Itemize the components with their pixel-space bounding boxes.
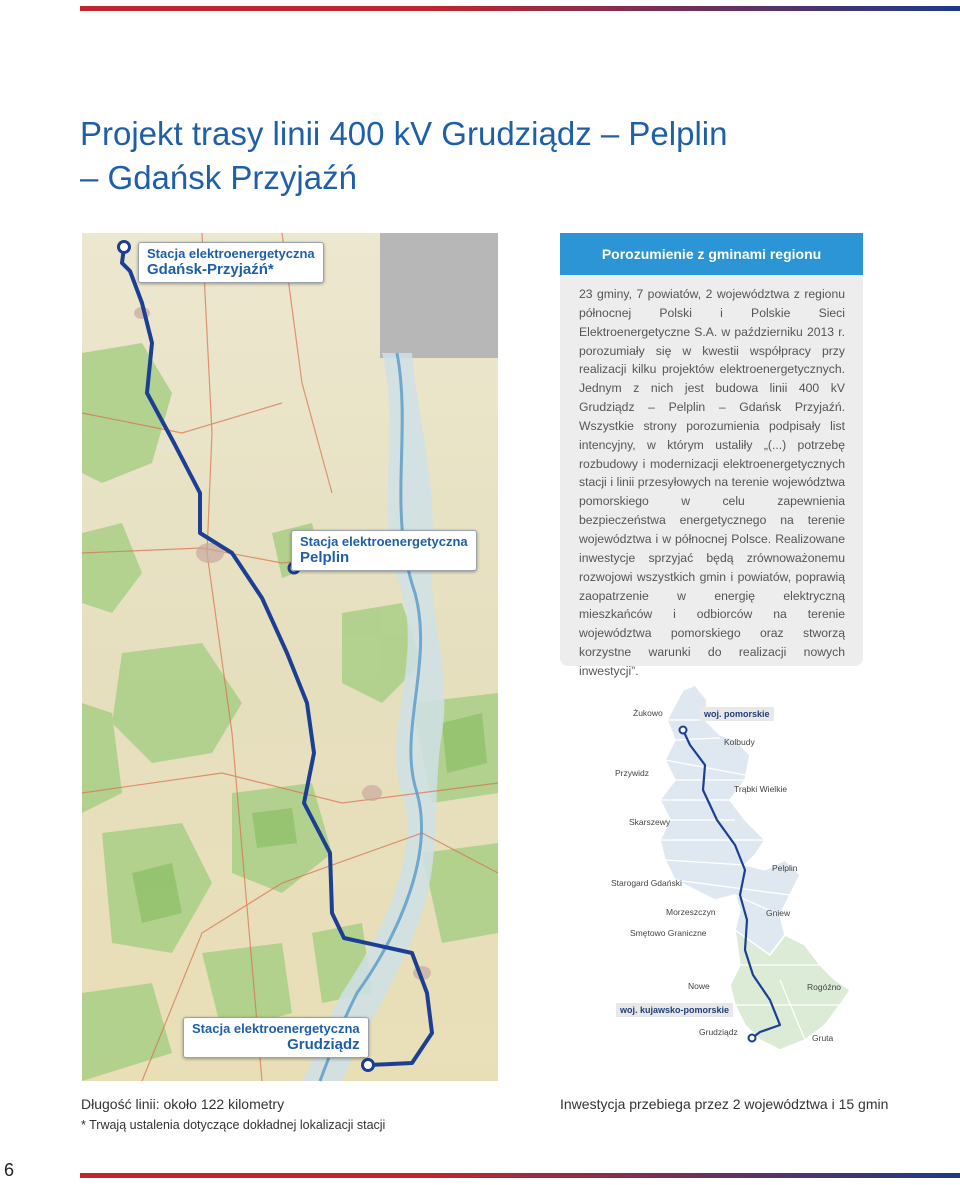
place-nowe: Nowe	[688, 981, 710, 991]
top-accent-bar	[80, 6, 960, 11]
line-length: Długość linii: około 122 kilometry	[81, 1096, 285, 1112]
station-pelplin-name: Pelplin	[300, 549, 350, 566]
station-marker-gdansk	[119, 242, 130, 253]
region-tag-kujawsko-pomorskie: woj. kujawsko-pomorskie	[616, 1003, 733, 1017]
place-zukowo: Żukowo	[633, 708, 663, 718]
place-gniew: Gniew	[766, 908, 791, 918]
agreement-text: 23 gminy, 7 powiatów, 2 województwa z regionu północnej Polski i Polskie Sieci Elektroenergetyczne S.A. w październiku 2013 r. porozumiały się w kwestii współpracy przy realizacji kilku projektów elektroenergetycznych. Jednym z nich jest budowa linii 400 kV Grudziądz – Pelplin – Gdańsk Przyjaźń. Wszystkie strony porozumienia podpisały list intencyjny, w którym ustaliły „(...) potrzebę rozbudowy i modernizacji elektroenergetycznych stacji i linii przesyłowych na terenie województwa pomorskiego w celu zapewnienia bezpieczeństwa energetycznego na terenie województwa i w północnej Polsce. Realizowane inwestycje sprzyjać będą zrównoważonemu rozwojowi wszystkich gmin i powiatów, poprawią zaopatrzenie w energię elektryczną mieszkańców i odbiorców na terenie województwa pomorskiego oraz stworzą korzystne warunki do realizacji nowych inwestycji”.	[579, 287, 845, 678]
station-grudziadz-name: Grudziądz	[287, 1036, 360, 1053]
bottom-accent-bar	[80, 1173, 960, 1178]
place-gruta: Gruta	[812, 1033, 834, 1043]
place-starogard: Starogard Gdański	[611, 878, 682, 888]
station-callout-pelplin	[291, 530, 477, 571]
place-pelplin: Pelplin	[772, 863, 798, 873]
place-trabki: Trąbki Wielkie	[734, 784, 788, 794]
place-skarszewy: Skarszewy	[629, 817, 671, 827]
investment-summary: Inwestycja przebiega przez 2 województwa i 15 gmin	[560, 1096, 889, 1112]
station-callout-grudziadz	[183, 1017, 369, 1058]
region-tag-pomorskie: woj. pomorskie	[700, 707, 774, 721]
place-przywidz: Przywidz	[615, 768, 650, 778]
page-number: 6	[4, 1160, 15, 1180]
agreement-info-box	[560, 233, 863, 678]
station-marker-grudziadz	[363, 1060, 374, 1071]
station-gdansk-label: Stacja elektroenergetyczna	[147, 246, 315, 261]
page-title-line1: Projekt trasy linii 400 kV Grudziądz – Pelplin	[80, 115, 728, 152]
small-map-marker-north	[680, 727, 687, 734]
page-title-line2: – Gdańsk Przyjaźń	[80, 159, 357, 196]
page-title	[80, 112, 800, 200]
agreement-heading: Porozumienie z gminami regionu	[560, 233, 863, 275]
place-kolbudy: Kolbudy	[724, 737, 755, 747]
route-map-graphic	[82, 233, 498, 1081]
map-blank-area	[380, 233, 498, 358]
place-morzeszczyn: Morzeszczyn	[666, 907, 716, 917]
station-pelplin-label: Stacja elektroenergetyczna	[300, 534, 468, 549]
place-rogozno: Rogóźno	[807, 982, 842, 992]
station-location-note: * Trwają ustalenia dotyczące dokładnej lokalizacji stacji	[81, 1118, 386, 1132]
small-map-marker-south	[749, 1035, 756, 1042]
route-map	[82, 233, 498, 1081]
place-smetowo: Smętowo Graniczne	[630, 928, 707, 938]
station-grudziadz-label: Stacja elektroenergetyczna	[192, 1021, 360, 1036]
place-grudziadz: Grudziądz	[699, 1027, 738, 1037]
station-callout-gdansk	[138, 242, 324, 283]
station-gdansk-name: Gdańsk-Przyjaźń*	[147, 261, 274, 278]
municipalities-map	[595, 680, 925, 1080]
